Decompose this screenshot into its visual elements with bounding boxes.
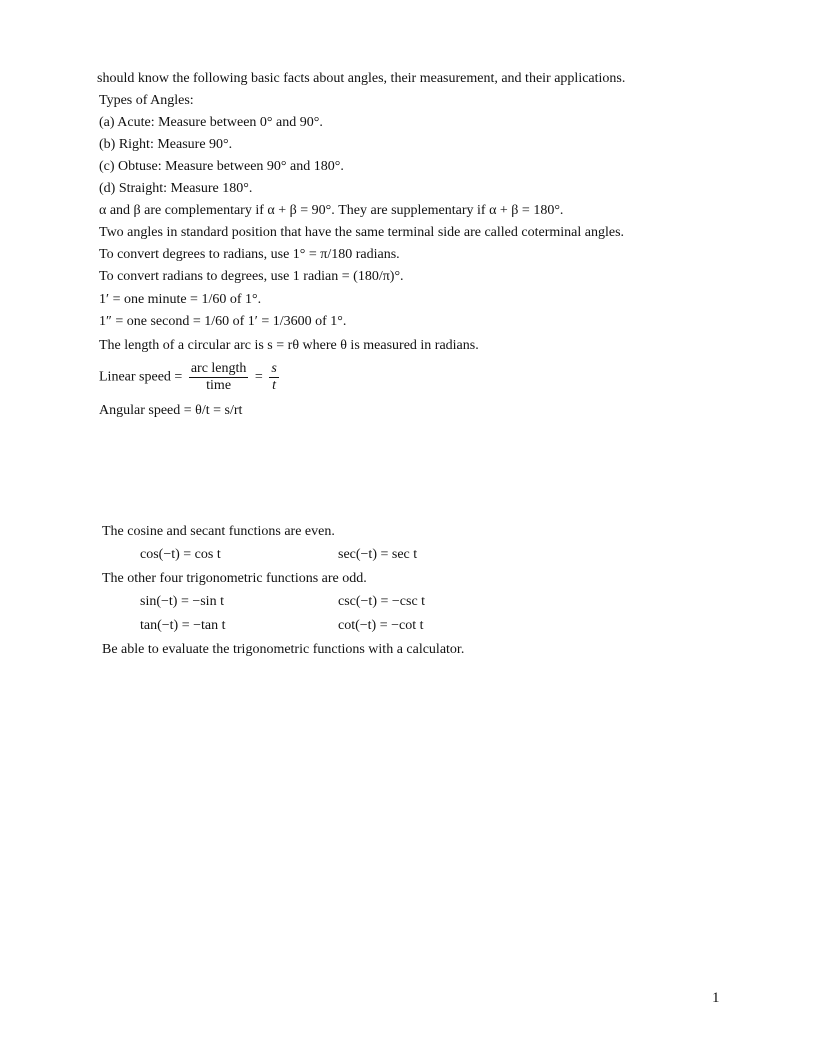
rad-to-deg-fact: To convert radians to degrees, use 1 radian = (180/π)°.	[99, 269, 404, 284]
fraction-s-over-t	[269, 361, 278, 394]
type-right: (b) Right: Measure 90°.	[99, 137, 233, 152]
minute-fact: 1′ = one minute = 1/60 of 1°.	[99, 292, 262, 307]
csc-odd: csc(−t) = −csc t	[338, 594, 426, 609]
sin-odd: sin(−t) = −sin t	[140, 594, 224, 609]
type-acute: (a) Acute: Measure between 0° and 90°.	[99, 115, 323, 130]
coterminal-fact: Two angles in standard position that have the same terminal side are called coterminal angles.	[99, 225, 625, 240]
fraction-arc-length-over-time	[189, 361, 249, 394]
cos-even: cos(−t) = cos t	[140, 547, 221, 562]
numerator: arc length	[190, 361, 247, 376]
arc-length-fact: The length of a circular arc is s = rθ where θ is measured in radians.	[99, 338, 479, 353]
calculator-note: Be able to evaluate the trigonometric functions with a calculator.	[102, 642, 465, 657]
tan-odd: tan(−t) = −tan t	[140, 618, 226, 633]
denominator: time	[206, 378, 232, 393]
type-straight: (d) Straight: Measure 180°.	[99, 181, 253, 196]
cot-odd: cot(−t) = −cot t	[338, 618, 424, 633]
deg-to-rad-fact: To convert degrees to radians, use 1° = π/180 radians.	[99, 247, 400, 262]
linear-speed-label: Linear speed =	[99, 369, 183, 385]
numerator: s	[271, 361, 277, 376]
page-number: 1	[712, 990, 720, 1006]
even-heading: The cosine and secant functions are even.	[102, 524, 335, 539]
odd-heading: The other four trigonometric functions are odd.	[102, 571, 367, 586]
equals-sign: =	[254, 369, 263, 385]
denominator: t	[272, 378, 276, 393]
second-fact: 1″ = one second = 1/60 of 1′ = 1/3600 of 1°.	[99, 314, 347, 329]
intro-text: should know the following basic facts about angles, their measurement, and their applications.	[97, 71, 626, 86]
type-obtuse: (c) Obtuse: Measure between 90° and 180°.	[99, 159, 344, 174]
linear-speed-formula	[99, 361, 282, 394]
complementary-fact: α and β are complementary if α + β = 90°. They are supplementary if α + β = 180°.	[99, 203, 564, 218]
sec-even: sec(−t) = sec t	[338, 547, 418, 562]
angular-speed-formula: Angular speed = θ/t = s/rt	[99, 403, 243, 418]
types-heading: Types of Angles:	[99, 93, 194, 108]
